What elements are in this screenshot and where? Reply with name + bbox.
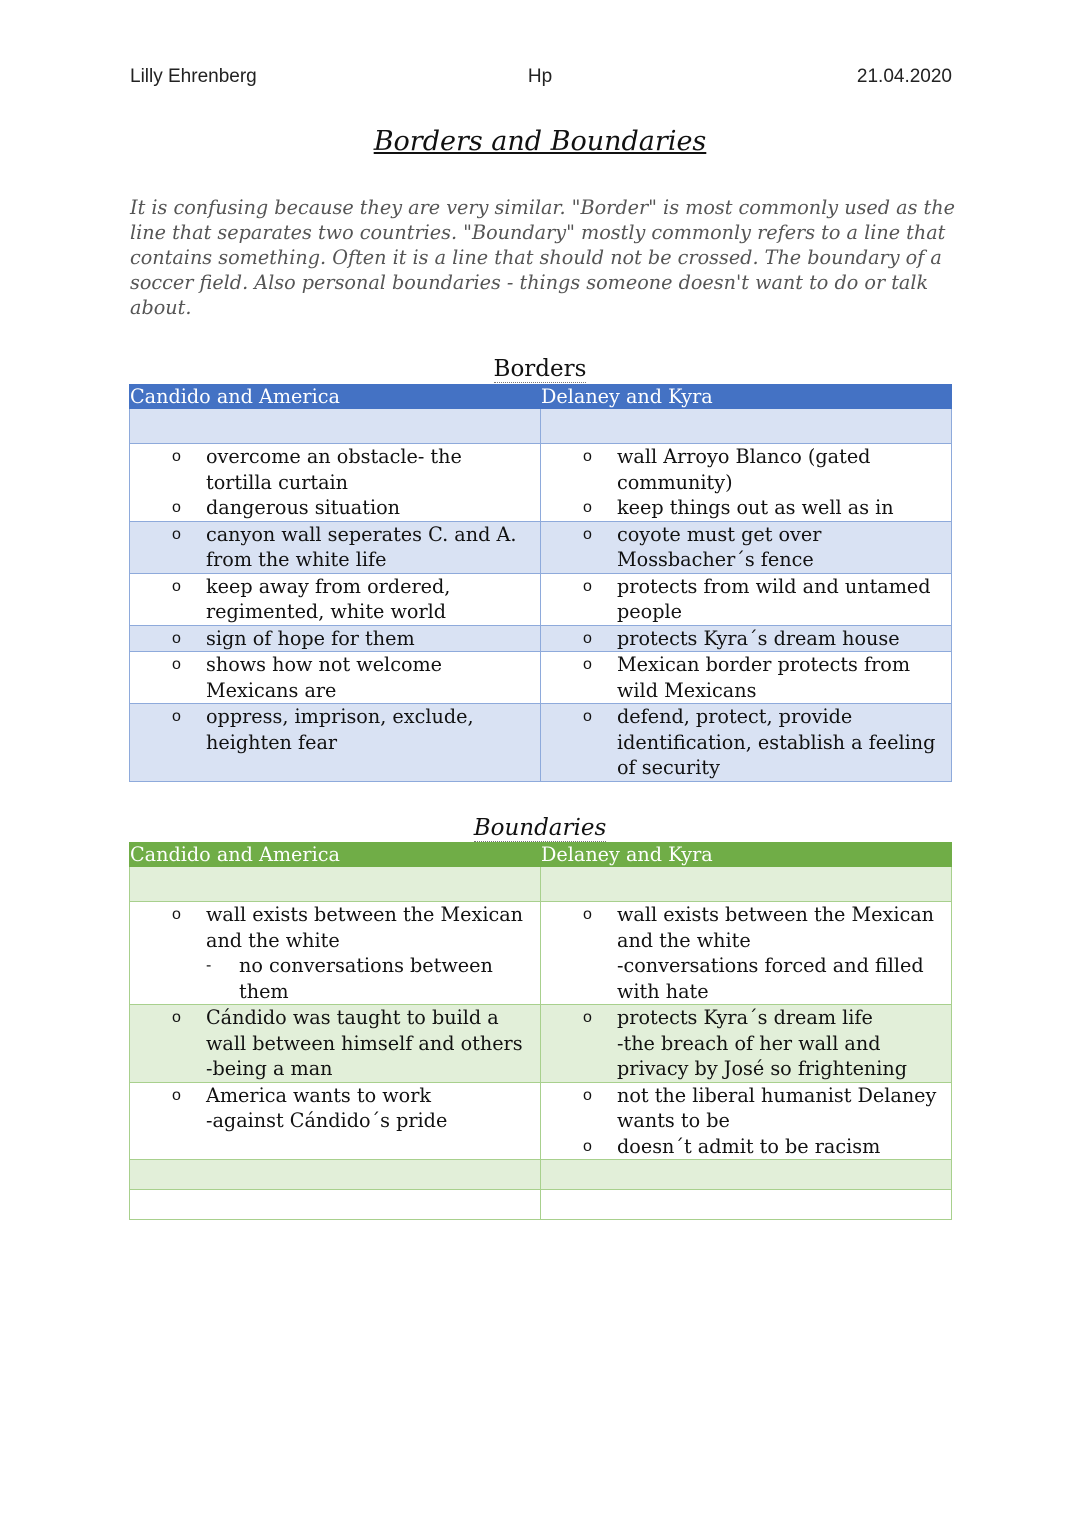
author-name: Lilly Ehrenberg <box>130 66 257 87</box>
list-item: o Cándido was taught to build a wall between himself and others -being a man <box>130 1005 540 1082</box>
borders-col-right-header: Delaney and Kyra <box>541 385 952 409</box>
list-item: o defend, protect, provide identification, establish a feeling of security <box>541 704 951 781</box>
list-item: o not the liberal humanist Delaney wants to be <box>541 1083 951 1134</box>
list-item: o protects Kyra´s dream house <box>541 626 951 652</box>
boundaries-col-left-header: Candido and America <box>130 843 541 867</box>
page-title: Borders and Boundaries <box>373 126 707 157</box>
subject-label: Hp <box>527 66 553 87</box>
table-row <box>130 902 952 1005</box>
list-item: o keep things out as well as in <box>541 495 951 521</box>
boundaries-col-right-header: Delaney and Kyra <box>541 843 952 867</box>
borders-empty-row <box>130 409 952 444</box>
boundaries-table <box>129 842 952 1220</box>
list-item: o wall exists between the Mexican and the white - no conversations between them <box>130 902 540 1004</box>
table-row <box>130 625 952 652</box>
boundaries-heading-text: Boundaries <box>473 815 607 841</box>
intro-paragraph: It is confusing because they are very similar. "Border" is most commonly used as the line that separates two countries. "Boundary" mostly commonly refers to a line that contains something. Often it is a line that should not be crossed. The boundary of a soccer field. Also personal boundaries - things someone doesn't want to do or talk about. <box>130 196 955 319</box>
borders-table <box>129 384 952 782</box>
list-item: o overcome an obstacle- the tortilla curtain <box>130 444 540 495</box>
list-item: o sign of hope for them <box>130 626 540 652</box>
list-item: o dangerous situation <box>130 495 540 521</box>
borders-heading <box>0 356 1080 382</box>
boundaries-heading <box>0 815 1080 841</box>
boundaries-empty-row <box>130 1160 952 1190</box>
list-item: o oppress, imprison, exclude, heighten fear <box>130 704 540 755</box>
borders-col-left-header: Candido and America <box>130 385 541 409</box>
table-row <box>130 1005 952 1083</box>
table-row <box>130 704 952 782</box>
boundaries-empty-row <box>130 1190 952 1220</box>
borders-heading-text: Borders <box>493 356 587 382</box>
list-item: o shows how not welcome Mexicans are <box>130 652 540 703</box>
list-item: o wall exists between the Mexican and the white -conversations forced and filled with hate <box>541 902 951 1004</box>
sub-list-item: - no conversations between them <box>206 953 532 1004</box>
list-item: o wall Arroyo Blanco (gated community) <box>541 444 951 495</box>
list-item: o keep away from ordered, regimented, white world <box>130 574 540 625</box>
table-row <box>130 1082 952 1160</box>
list-item: o protects Kyra´s dream life -the breach of her wall and privacy by José so frightening <box>541 1005 951 1082</box>
boundaries-empty-row <box>130 867 952 902</box>
table-row <box>130 444 952 522</box>
date-label: 21.04.2020 <box>856 66 952 87</box>
boundaries-header-row <box>130 843 952 867</box>
borders-header-row <box>130 385 952 409</box>
table-row <box>130 652 952 704</box>
table-row <box>130 573 952 625</box>
list-item: o America wants to work -against Cándido´s pride <box>130 1083 540 1134</box>
table-row <box>130 521 952 573</box>
list-item: o coyote must get over Mossbacher´s fence <box>541 522 951 573</box>
list-item: o canyon wall seperates C. and A. from the white life <box>130 522 540 573</box>
list-item: o Mexican border protects from wild Mexicans <box>541 652 951 703</box>
list-item: o protects from wild and untamed people <box>541 574 951 625</box>
list-item: o doesn´t admit to be racism <box>541 1134 951 1160</box>
